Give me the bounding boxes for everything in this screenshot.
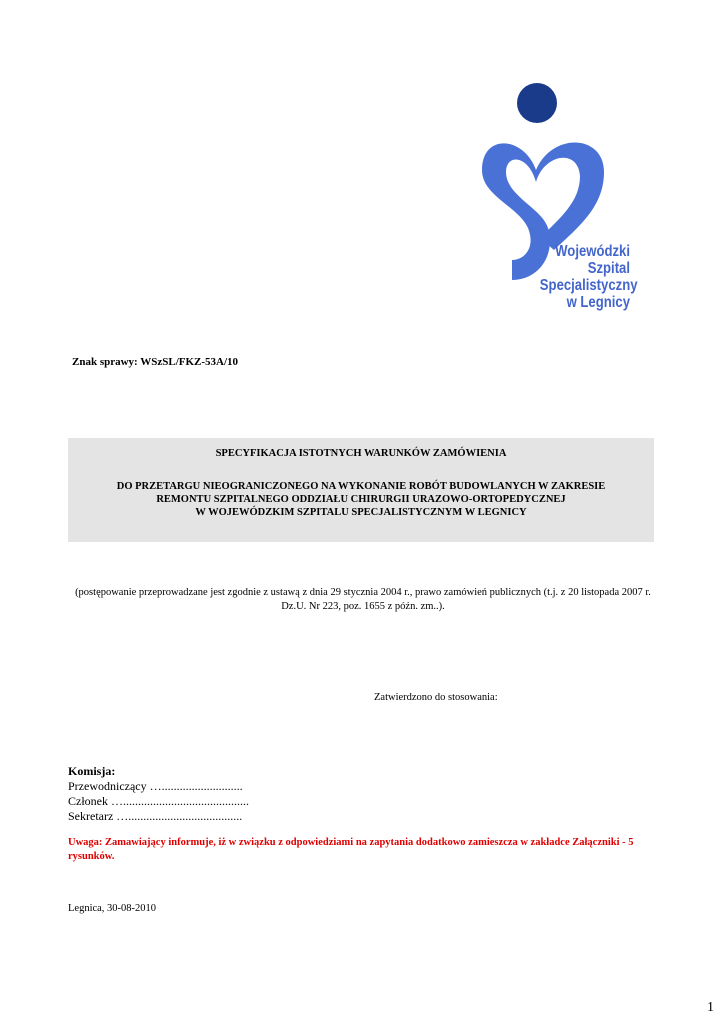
spec-title: SPECYFIKACJA ISTOTNYCH WARUNKÓW ZAMÓWIENIA	[215, 448, 507, 459]
spec-title-box	[68, 438, 654, 542]
approval-label: Zatwierdzono do stosowania:	[374, 692, 498, 703]
page-number: 1	[707, 1000, 714, 1015]
committee-section	[68, 764, 249, 824]
case-number: Znak sprawy: WSzSL/FKZ-53A/10	[72, 356, 239, 368]
legal-note: (postępowanie przeprowadzane jest zgodnie z ustawą z dnia 29 stycznia 2004 r., prawo zamówień publicznych (t.j. z 20 listopada 2007 r. Dz.U. Nr 223, poz. 1655 z późn. zm..).	[75, 587, 651, 612]
logo-line: Szpital	[587, 260, 630, 277]
notice-text: Uwaga: Zamawiający informuje, iż w związku z odpowiedziami na zapytania dodatkowo zamieszcza w zakładce Załączniki - 5 rysunków.	[68, 837, 634, 862]
logo-line: w Legnicy	[566, 294, 630, 311]
committee-title: Komisja:	[68, 764, 116, 778]
hospital-logo	[476, 78, 638, 318]
committee-member: Przewodniczący …...........................	[68, 779, 243, 793]
committee-member: Sekretarz …......................................	[68, 809, 243, 823]
logo-line: Wojewódzki	[555, 243, 630, 260]
spec-subtitle-line: REMONTU SZPITALNEGO ODDZIAŁU CHIRURGII URAZOWO-ORTOPEDYCZNEJ	[156, 494, 566, 505]
logo-line: Specjalistyczny	[539, 277, 638, 294]
logo-wordmark	[539, 243, 638, 311]
committee-member: Członek …..........................................	[68, 794, 249, 808]
place-date: Legnica, 30-08-2010	[68, 903, 157, 914]
spec-subtitle-line: DO PRZETARGU NIEOGRANICZONEGO NA WYKONANIE ROBÓT BUDOWLANYCH W ZAKRESIE	[116, 481, 606, 492]
spec-subtitle-line: W WOJEWÓDZKIM SZPITALU SPECJALISTYCZNYM W LEGNICY	[195, 507, 527, 518]
spec-subtitle	[68, 480, 654, 519]
